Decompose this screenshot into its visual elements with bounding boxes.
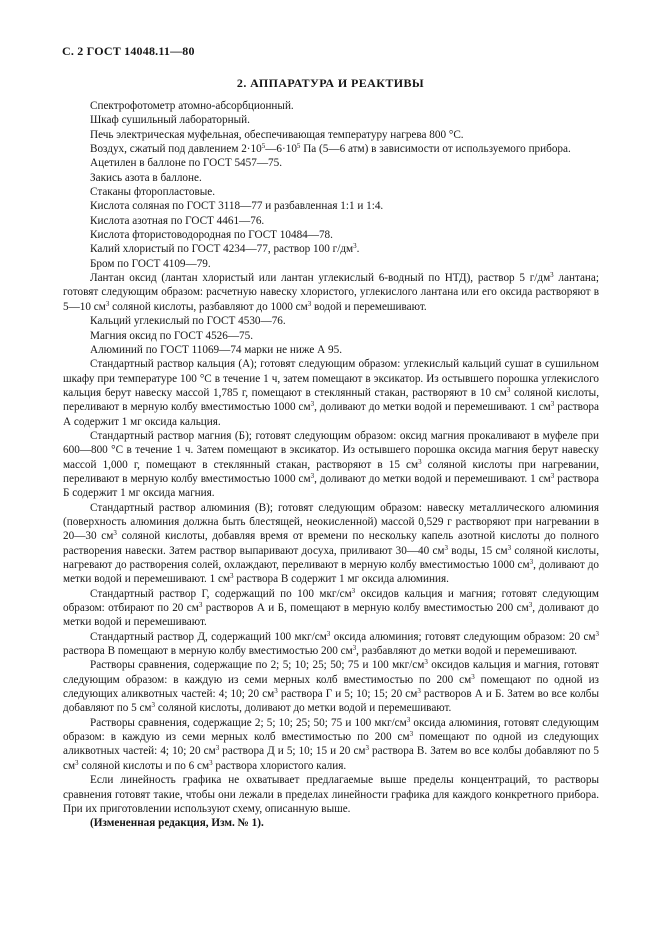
paragraph: Воздух, сжатый под давлением $2\cdot 10^5—6\cdot 10^5$ Па (5—6 атм) в зависимости от используемого прибора. bbox=[90, 142, 571, 156]
paragraph: Кислота соляная по ГОСТ 3118—77 и разбавленная 1:1 и 1:4. bbox=[90, 200, 384, 213]
amendment-note: (Измененная редакция, Изм. № 1). bbox=[90, 817, 264, 830]
paragraph: Калий хлористый по ГОСТ 4234—77, раствор 100 $г/дм^3$. bbox=[90, 242, 360, 256]
paragraph: Лантан оксид (лантан хлористый или лантан углекислый 6-водный по НТД), раствор 5 $г/дм^3$ лантана; готовят следующим образом: расчетную навеску хлористого, углекислого лантана или его оксида растворяют в 5—10 $см^3$ соляной кислоты, разбавляют до 1000 $см^3$ водой и перемешивают. bbox=[63, 271, 599, 313]
paragraph: Закись азота в баллоне. bbox=[90, 171, 202, 184]
paragraph: Растворы сравнения, содержащие 2; 5; 10; 25; 50; 75 и 100 мкг/$см^3$ оксида алюминия, готовят следующим образом: в каждую из семи мерных колб вместимостью по 200 $см^3$ помещают по одной из следующих аликвотных частей: 4; 10; 20 $см^3$ раствора Д и 5; 10; 15 и 20 $см^3$ раствора В. Затем во все колбы добавляют по 5 $см^3$ соляной кислоты и по 6 $см^3$ раствора хлористого калия. bbox=[63, 715, 599, 772]
paragraph: Растворы сравнения, содержащие по 2; 5; 10; 25; 50; 75 и 100 мкг/$см^3$ оксидов кальция и магния, готовят следующим образом: в каждую из семи мерных колб вместимостью по 200 $см^3$ помещают по одной из следующих аликвотных частей: 4; 10; 20 $см^3$ раствора Г и 5; 10; 15; 20 $см^3$ растворов А и Б. Затем во все колбы добавляют по 5 $см^3$ соляной кислоты, доливают до метки водой и перемешивают. bbox=[63, 658, 600, 715]
section-body bbox=[63, 99, 599, 831]
paragraph: Ацетилен в баллоне по ГОСТ 5457—75. bbox=[90, 157, 283, 170]
paragraph: Алюминий по ГОСТ 11069—74 марки не ниже А 95. bbox=[90, 343, 343, 356]
paragraph: Шкаф сушильный лабораторный. bbox=[90, 114, 250, 127]
paragraph: Магния оксид по ГОСТ 4526—75. bbox=[90, 329, 254, 342]
paragraph: Стандартный раствор кальция (А); готовят следующим образом: углекислый кальций сушат в сушильном шкафу при температуре 100 °С в течение 1 ч, затем помещают в эксикатор. Из остывшего порошка углекислого кальция берут навеску массой 1,785 г, помещают в стеклянный стакан, растворяют в 10 $см^3$ соляной кислоты, переливают в мерную колбу вместимостью 1000 $см^3$, доливают до метки водой и перемешивают. 1 $см^3$ раствора А содержит 1 мг оксида кальция. bbox=[63, 358, 599, 428]
paragraph: Кислота азотная по ГОСТ 4461—76. bbox=[90, 214, 265, 227]
paragraph: Кислота фтористоводородная по ГОСТ 10484—78. bbox=[90, 229, 333, 242]
paragraph: Спектрофотометр атомно-абсорбционный. bbox=[90, 100, 294, 112]
paragraph: Кальций углекислый по ГОСТ 4530—76. bbox=[90, 315, 286, 328]
paragraph: Бром по ГОСТ 4109—79. bbox=[90, 257, 211, 270]
paragraph: Стандартный раствор магния (Б); готовят следующим образом: оксид магния прокаливают в муфеле при 600—800 °С в течение 1 ч. Затем помещают в эксикатор. Из остывшего порошка оксида магния берут навеску массой 1,000 г, помещают в стеклянный стакан, растворяют в 15 $см^3$ соляной кислоты при нагревании, переливают в мерную колбу вместимостью 1000 $см^3$, доливают до метки водой и перемешивают. 1 $см^3$ раствора Б содержит 1 мг оксида магния. bbox=[63, 429, 600, 500]
paragraph: Если линейность графика не охватывает предлагаемые выше пределы концентраций, то растворы сравнения готовят такие, чтобы они лежали в пределах линейности графика для каждого конкретного прибора. При их приготовлении используют схему, описанную выше. bbox=[63, 774, 599, 815]
section-title: 2. АППАРАТУРА И РЕАКТИВЫ bbox=[236, 76, 425, 90]
paragraph: Стандартный раствор алюминия (В); готовят следующим образом: навеску металлического алюминия (поверхность алюминия должна быть блестящей, неокисленной) массой 0,529 г растворяют при нагревании в 20—30 $см^3$ соляной кислоты, добавляя время от времени по нескольку капель азотной кислоты до полного растворения навески. Затем раствор выпаривают досуха, приливают 30—40 $см^3$ воды, 15 $см^3$ соляной кислоты, нагревают до растворения солей, охлаждают, переливают в мерную колбу вместимостью 1000 $см^3$, доливают до метки водой и перемешивают. 1 $см^3$ раствора В содержит 1 мг оксида алюминия. bbox=[63, 501, 600, 586]
paragraph: Печь электрическая муфельная, обеспечивающая температуру нагрева 800 °С. bbox=[90, 128, 464, 141]
paragraph: Стаканы фторопластовые. bbox=[90, 186, 216, 199]
page-header: С. 2 ГОСТ 14048.11—80 bbox=[62, 44, 195, 58]
paragraph: Стандартный раствор Д, содержащий 100 мкг/$см^3$ оксида алюминия; готовят следующим образом: 20 $см^3$ раствора В помещают в мерную колбу вместимостью 200 $см^3$, разбавляют до метки водой и перемешивают. bbox=[63, 629, 600, 658]
paragraph: Стандартный раствор Г, содержащий по 100 мкг/$см^3$ оксидов кальция и магния; готовят следующим образом: отбирают по 20 $см^3$ растворов А и Б, помещают в мерную колбу вместимостью 200 $см^3$, доливают до метки водой и перемешивают. bbox=[63, 586, 599, 629]
